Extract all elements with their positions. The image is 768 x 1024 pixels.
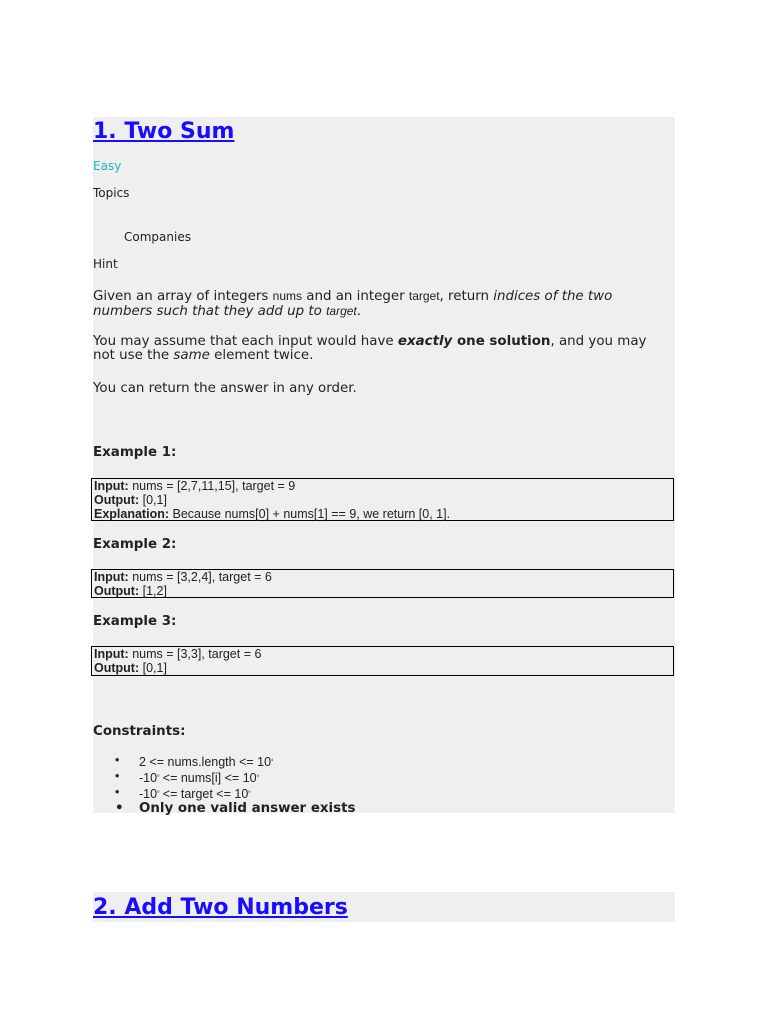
- bullet-icon: •: [115, 769, 120, 784]
- example-output-line: [92, 584, 673, 598]
- constraints-heading: Constraints:: [93, 724, 186, 739]
- constraint-exponent: 4: [271, 757, 274, 762]
- example-1-heading: Example 1:: [93, 445, 177, 460]
- bullet-icon: •: [115, 753, 120, 767]
- example-input-value: nums = [2,7,11,15], target = 9: [128, 479, 296, 493]
- example-input-label: Input:: [94, 570, 129, 584]
- example-input-value: nums = [3,3], target = 6: [128, 647, 262, 661]
- description-text: and an integer: [302, 289, 409, 304]
- bullet-icon: •: [115, 801, 124, 817]
- example-output-label: Output:: [94, 661, 140, 675]
- example-output-label: Output:: [94, 493, 140, 507]
- example-output-line: [92, 493, 673, 507]
- example-output-value: [0,1]: [139, 661, 167, 675]
- example-output-line: [92, 661, 673, 675]
- problem-panel-add-two-numbers: [93, 892, 675, 922]
- description-text: You may assume that each input would have: [93, 334, 398, 349]
- example-input-line: [92, 479, 673, 493]
- example-explanation-value: Because nums[0] + nums[1] == 9, we return [0, 1].: [169, 507, 451, 521]
- topics-button[interactable]: Topics: [93, 186, 130, 200]
- example-1-block: [91, 478, 674, 521]
- example-input-label: Input:: [94, 479, 129, 493]
- description-text: , return: [439, 289, 494, 304]
- example-input-value: nums = [3,2,4], target = 6: [128, 570, 272, 584]
- constraint-exponent: 9: [157, 789, 160, 795]
- inline-code-target: target: [408, 289, 440, 303]
- bullet-icon: •: [115, 785, 120, 800]
- example-2-block: [91, 569, 674, 598]
- inline-code-target: target: [326, 304, 357, 318]
- problem-title-link[interactable]: 1. Two Sum: [93, 119, 235, 144]
- description-strong: one solution: [452, 334, 551, 349]
- constraint-text: -10: [139, 771, 158, 786]
- description-emphasis: indices of the two numbers such that they add up to: [93, 289, 613, 319]
- example-explanation-label: Explanation:: [94, 507, 170, 521]
- example-2-heading: Example 2:: [93, 537, 177, 552]
- problem-panel-two-sum: [93, 117, 675, 817]
- constraints-list: [93, 753, 355, 817]
- problem-title-link[interactable]: 2. Add Two Numbers: [93, 895, 348, 920]
- companies-button[interactable]: Companies: [124, 230, 191, 244]
- description-text: element twice.: [209, 348, 314, 363]
- constraint-item: [93, 801, 355, 817]
- description-text: , and you may not use the: [93, 334, 647, 363]
- constraint-exponent: 9: [248, 789, 251, 795]
- description-emphasis: exactly: [397, 334, 453, 349]
- hint-button[interactable]: Hint: [93, 257, 118, 271]
- constraint-text: <= nums[i] <= 10: [159, 771, 257, 786]
- example-output-value: [1,2]: [139, 584, 167, 598]
- example-output-value: [0,1]: [139, 493, 167, 507]
- example-3-block: [91, 646, 674, 676]
- constraint-text: Only one valid answer exists: [139, 801, 356, 817]
- description-emphasis: same: [173, 348, 210, 363]
- example-input-line: [92, 647, 673, 661]
- example-input-label: Input:: [94, 647, 129, 661]
- description-paragraph-2: [93, 335, 653, 363]
- constraint-exponent: 9: [157, 773, 160, 779]
- inline-code-nums: nums: [272, 289, 302, 303]
- example-input-line: [92, 570, 673, 584]
- example-explanation-line: [92, 507, 673, 521]
- example-3-heading: Example 3:: [93, 614, 177, 629]
- description-text: Given an array of integers: [93, 289, 273, 304]
- example-output-label: Output:: [94, 584, 140, 598]
- description-text: .: [356, 304, 362, 319]
- constraint-text: <= target <= 10: [159, 787, 249, 802]
- constraint-item: [93, 753, 355, 769]
- constraint-item: [93, 785, 355, 801]
- difficulty-label: Easy: [93, 159, 122, 173]
- description-paragraph-1: [93, 289, 653, 319]
- constraint-text: 2 <= nums.length <= 10: [139, 755, 272, 770]
- description-paragraph-3: You can return the answer in any order.: [93, 381, 357, 396]
- constraint-text: -10: [139, 787, 158, 802]
- constraint-exponent: 9: [256, 773, 259, 779]
- constraint-item: [93, 769, 355, 785]
